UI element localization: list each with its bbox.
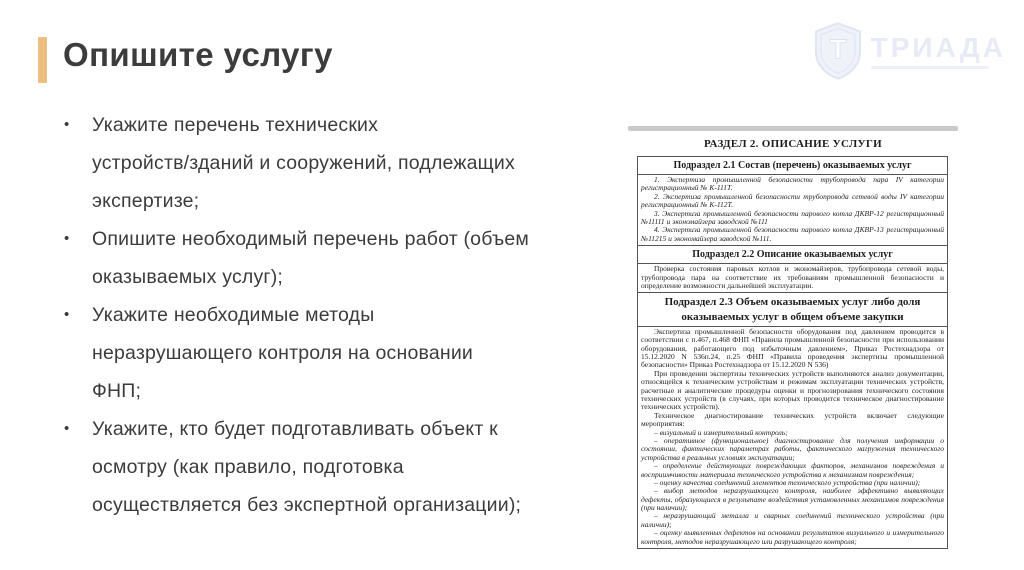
document-list-item: – оперативное (функциональное) диагностирование для получения информации о состоянии, фактических параметрах работы, фактического нагружения технического устройства в реальных условиях эксплуатации; <box>641 435 944 462</box>
title-accent-bar <box>38 37 47 83</box>
subsection-2-3-header: Подраздел 2.3 Объем оказываемых услуг либо доля оказываемых услуг в общем объеме закупки <box>638 293 947 327</box>
bullet-text-line: неразрушающего контроля на основании <box>92 342 474 364</box>
document-paragraph: При проведении экспертизы технических устройств выполняются анализ документации, относящейся к техническим устройствам и режимам эксплуатации технических устройств, расчетные и аналитические процедуры оценки и прогнозирования технического состояния технических устройств (в случаях, при которых проводится техническое диагностирование технических устройств). <box>641 368 944 412</box>
bullet-text-line: оказываемых услуг); <box>92 266 284 288</box>
subsection-2-2-body <box>638 264 947 293</box>
document-list-item: – неразрушающий металла и сварных соединений технического устройства (при наличии); <box>641 511 944 529</box>
bullet-text-line: устройств/зданий и сооружений, подлежащих <box>92 152 515 174</box>
list-item <box>62 220 602 296</box>
document-list-item: – определение действующих повреждающих факторов, механизмов повреждения и восприимчивости материала технического устройства к механизмам повреждения; <box>641 461 944 479</box>
bullet-marker-icon: • <box>64 420 70 437</box>
bullet-text-line: Укажите, кто будет подготавливать объект к <box>92 418 498 440</box>
bullet-text-line: экспертизе; <box>92 190 200 212</box>
bullet-marker-icon: • <box>64 306 70 323</box>
subsection-2-1-body <box>638 175 947 246</box>
subsection-2-1-header: Подраздел 2.1 Состав (перечень) оказываемых услуг <box>638 157 947 175</box>
bullet-marker-icon: • <box>64 116 70 133</box>
bullet-text-line: Опишите необходимый перечень работ (объем <box>92 228 529 250</box>
document-table <box>637 156 948 549</box>
document-screenshot <box>628 126 958 549</box>
bullet-text-line: Укажите перечень технических <box>92 114 379 136</box>
logo-tagline-line <box>871 66 989 69</box>
document-paragraph: 2. Экспертиза промышленной безопасности трубопровода сетевой воды IV категории регистрационный № К-112Т. <box>641 191 944 210</box>
list-item <box>62 106 602 220</box>
bullet-marker-icon: • <box>64 230 70 247</box>
document-list-item: – оценку выявленных дефектов на основании результатов визуального и измерительного контроля, методов неразрушающего или разрушающего контроля; <box>641 528 944 546</box>
subsection-2-3-body <box>638 327 947 548</box>
list-item <box>62 410 602 524</box>
document-paragraph: 4. Экспертиза промышленной безопасности парового котла ДКВР-13 регистрационный №11215 и экономайзера заводской №111. <box>641 225 944 243</box>
document-section-title: РАЗДЕЛ 2. ОПИСАНИЕ УСЛУГИ <box>703 138 883 150</box>
document-paragraph: Техническое диагностирование технических устройств включает следующие мероприятия: <box>641 410 944 429</box>
document-list-item: – выбор методов неразрушающего контроля, наиболее эффективно выявляющих дефекты, образующиеся в результате воздействия установленных механизмов повреждения (при наличии); <box>641 486 944 513</box>
document-paragraph: Проверка состояния паровых котлов и экономайзеров, трубопровода сетевой воды, трубопровода пара на соответствие их требованиям промышленной безопасности и определение возможности дальнейшей эксплуатации. <box>641 264 944 290</box>
bullet-text-line: осуществляется без экспертной организации); <box>92 494 522 516</box>
bullet-text-line: ФНП; <box>92 380 142 402</box>
list-item <box>62 296 602 410</box>
bullet-list <box>62 106 602 524</box>
document-paragraph: 3. Экспертиза промышленной безопасности парового котла ДКВР-12 регистрационный №11111 и экономайзера заводской №111 <box>641 208 944 226</box>
document-list-item: – оценку качества соединений элементов технического устройства (при наличии); <box>654 477 921 487</box>
bullet-text-line: осмотру (как правило, подготовка <box>92 456 404 478</box>
shield-icon <box>812 22 864 80</box>
document-paragraph: 1. Экспертиза промышленной безопасности трубопровода пара IV категории регистрационный № К-111Т. <box>641 175 944 193</box>
document-paragraph: Экспертиза промышленной безопасности оборудования под давлением проводится в соответствии с п.467, п.468 ФНП «Правила промышленной безопасности при использовании оборудования, работающего под избыточным давлением», Приказ Ростехнадзора от 15.12.2020 N 536п.24, п.25 ФНП «Правила проведения экспертизы промышленной безопасности» Приказ Ростехнадзора от 15.12.2020 N 536) <box>641 326 944 370</box>
page-title: Опишите услугу <box>63 36 333 73</box>
logo-text: ТРИАДА <box>870 31 1006 63</box>
document-list-item: – визуальный и измерительный контроль; <box>654 427 788 437</box>
bullet-text-line: Укажите необходимые методы <box>92 304 375 326</box>
shield-letter: Т <box>829 33 847 65</box>
company-logo <box>812 22 1006 80</box>
document-top-edge <box>628 126 958 131</box>
subsection-2-2-header: Подраздел 2.2 Описание оказываемых услуг <box>638 246 947 264</box>
